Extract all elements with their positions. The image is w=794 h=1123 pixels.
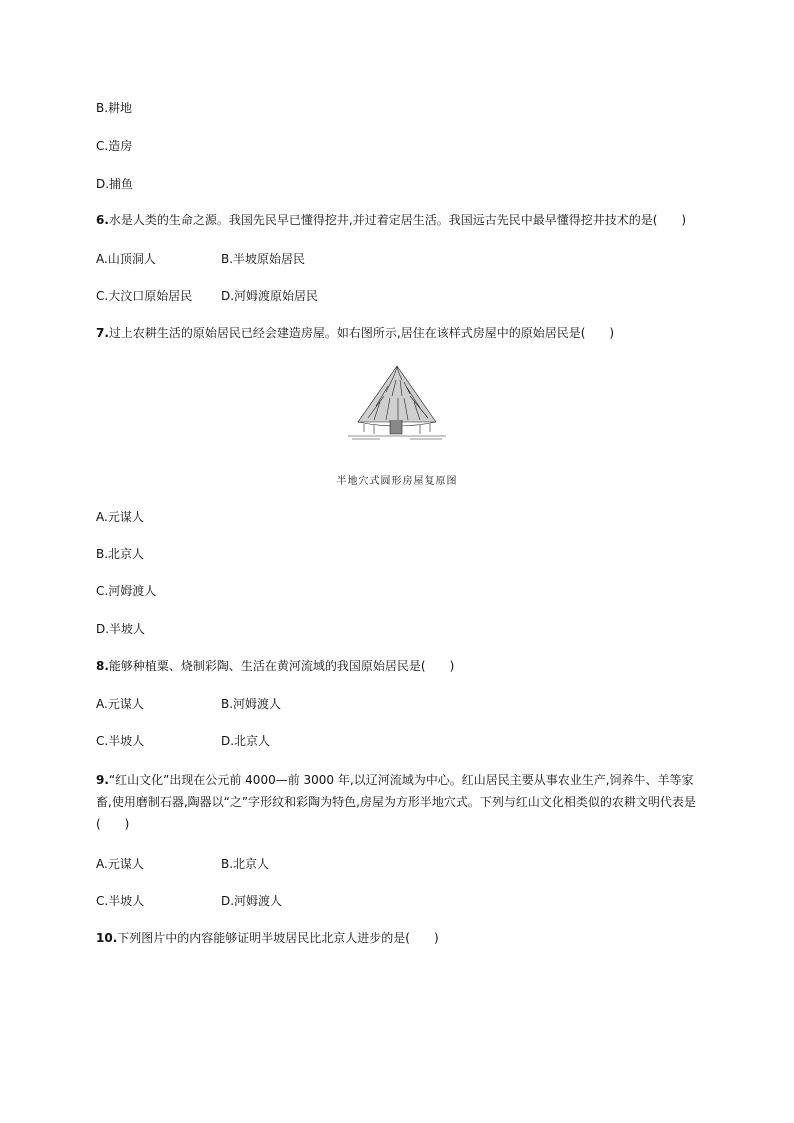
question-7 xyxy=(96,325,614,341)
option-7c: C.河姆渡人 xyxy=(96,584,157,598)
question-7-text: 过上农耕生活的原始居民已经会建造房屋。如右图所示,居住在该样式房屋中的原始居民是( ) xyxy=(108,326,615,340)
question-6 xyxy=(96,212,686,228)
option-9d: D.河姆渡人 xyxy=(221,894,283,908)
option-6a: A.山顶洞人 xyxy=(96,252,156,266)
question-8-text: 能够种植粟、烧制彩陶、生活在黄河流域的我国原始居民是( ) xyxy=(108,659,455,673)
option-6d: D.河姆渡原始居民 xyxy=(221,289,319,303)
question-8-number: 8. xyxy=(96,659,109,673)
question-10-text: 下列图片中的内容能够证明半坡居民比北京人进步的是( ) xyxy=(117,931,439,945)
option-9b: B.北京人 xyxy=(221,857,270,871)
question-9-text: “红山文化”出现在公元前 4000—前 3000 年,以辽河流域为中心。红山居民主要从事农业生产,饲养牛、羊等家畜,使用磨制石器,陶器以“之”字形纹和彩陶为特色,房屋为方形半地穴式。下列与红山文化相类似的农耕文明代表是( ) xyxy=(96,773,696,831)
question-6-number: 6. xyxy=(96,213,109,227)
figure-caption: 半地穴式圆形房屋复原图 xyxy=(336,476,458,487)
option-8b: B.河姆渡人 xyxy=(221,697,282,711)
question-10-number: 10. xyxy=(96,931,118,945)
question-7-number: 7. xyxy=(96,326,109,340)
question-9 xyxy=(96,769,701,835)
option-8c: C.半坡人 xyxy=(96,734,145,748)
hut-illustration xyxy=(340,362,454,444)
question-6-text: 水是人类的生命之源。我国先民早已懂得挖井,并过着定居生活。我国远古先民中最早懂得挖井技术的是( ) xyxy=(108,213,687,227)
option-7a: A.元谋人 xyxy=(96,510,144,524)
option-9a: A.元谋人 xyxy=(96,857,144,871)
option-6b: B.半坡原始居民 xyxy=(221,252,306,266)
option-6c: C.大汶口原始居民 xyxy=(96,289,193,303)
option-7b: B.北京人 xyxy=(96,547,145,561)
question-9-number: 9. xyxy=(96,773,109,787)
question-10 xyxy=(96,930,439,946)
option-7d: D.半坡人 xyxy=(96,622,146,636)
option-5b: B.耕地 xyxy=(96,101,133,115)
option-5d: D.捕鱼 xyxy=(96,177,134,191)
option-8a: A.元谋人 xyxy=(96,697,144,711)
option-5c: C.造房 xyxy=(96,139,133,153)
option-8d: D.北京人 xyxy=(221,734,271,748)
question-8 xyxy=(96,658,454,674)
option-9c: C.半坡人 xyxy=(96,894,145,908)
